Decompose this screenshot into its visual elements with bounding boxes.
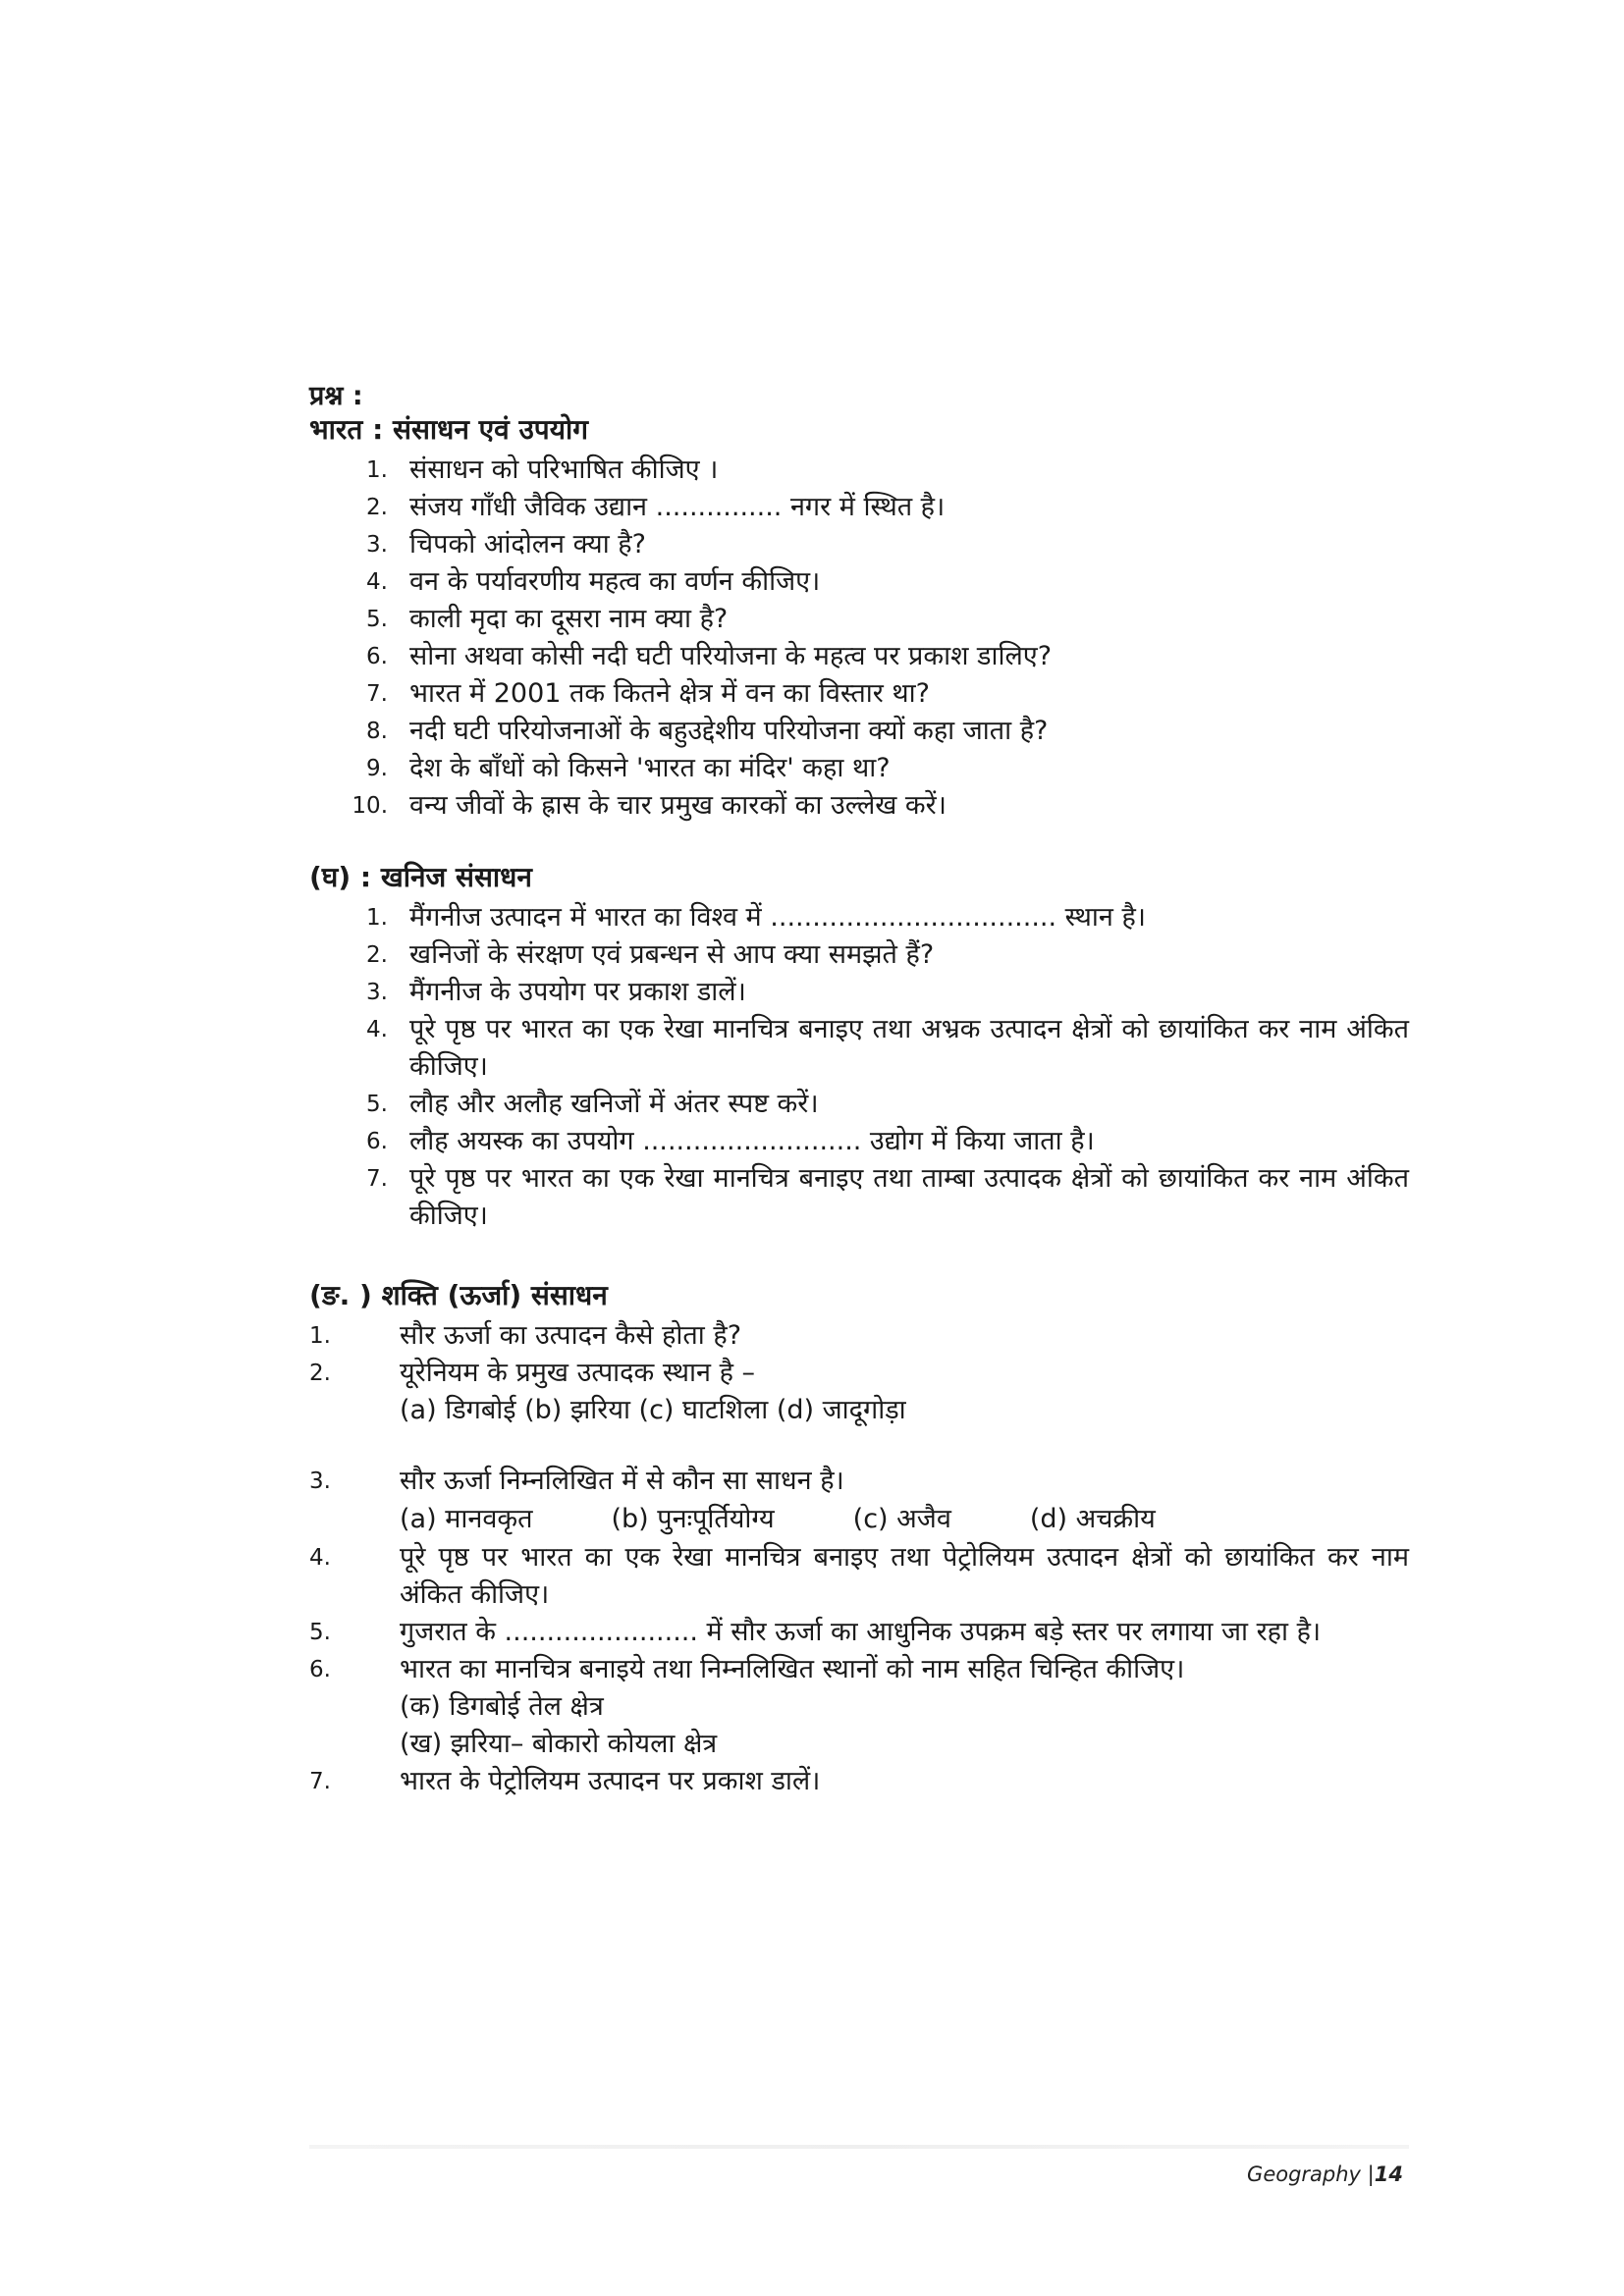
question-item bbox=[347, 899, 1409, 936]
question-item bbox=[347, 936, 1409, 974]
question-number: 3. bbox=[366, 532, 388, 558]
question-number: 7. bbox=[366, 1166, 388, 1192]
question-number: 8. bbox=[366, 719, 388, 744]
footer-separator: | bbox=[1361, 2163, 1375, 2186]
question-number: 6. bbox=[309, 1657, 331, 1682]
question-number: 5. bbox=[309, 1620, 331, 1645]
question-item bbox=[309, 1614, 1409, 1651]
question-options bbox=[400, 1500, 1409, 1539]
option-c: (c) अजैव bbox=[852, 1504, 951, 1534]
question-item bbox=[347, 563, 1409, 601]
question-text: भारत का मानचित्र बनाइये तथा निम्नलिखित स्थानों को नाम सहित चिन्हित कीजिए। bbox=[400, 1654, 1185, 1684]
question-text: वन के पर्यावरणीय महत्व का वर्णन कीजिए। bbox=[409, 566, 821, 597]
question-text: मैंगनीज उत्पादन में भारत का विश्व में .................................. स्थान है। bbox=[409, 902, 1147, 933]
footer-divider bbox=[309, 2145, 1409, 2149]
question-text: काली मृदा का दूसरा नाम क्या है? bbox=[409, 604, 729, 634]
question-number: 3. bbox=[309, 1468, 331, 1494]
question-item bbox=[309, 1355, 1409, 1392]
question-number: 2. bbox=[366, 495, 388, 520]
question-number: 7. bbox=[309, 1769, 331, 1794]
section-resources bbox=[309, 412, 1409, 825]
question-number: 2. bbox=[366, 942, 388, 968]
question-text: लौह और अलौह खनिजों में अंतर स्पष्ट करें। bbox=[409, 1089, 819, 1119]
question-text: सोना अथवा कोसी नदी घटी परियोजना के महत्व पर प्रकाश डालिए? bbox=[409, 641, 1053, 671]
question-item bbox=[347, 452, 1409, 489]
question-text: चिपको आंदोलन क्या है? bbox=[409, 529, 646, 560]
sub-item: (क) डिगबोई तेल क्षेत्र bbox=[400, 1691, 604, 1722]
question-text: गुजरात के ....................... में सौर ऊर्जा का आधुनिक उपक्रम बड़े स्तर पर लगाया जा रहा है। bbox=[400, 1617, 1322, 1647]
question-number: 5. bbox=[366, 1092, 388, 1117]
question-number: 3. bbox=[366, 980, 388, 1005]
question-options: (a) डिगबोई (b) झरिया (c) घाटशिला (d) जादूगोड़ा bbox=[400, 1395, 906, 1425]
question-item bbox=[347, 1123, 1409, 1160]
question-number: 6. bbox=[366, 644, 388, 669]
page-number: 14 bbox=[1374, 2163, 1403, 2186]
question-number: 2. bbox=[309, 1361, 331, 1386]
question-item bbox=[309, 1763, 1409, 1800]
section-heading: भारत : संसाधन एवं उपयोग bbox=[309, 413, 588, 446]
question-number: 7. bbox=[366, 681, 388, 707]
question-text: वन्य जीवों के ह्रास के चार प्रमुख कारकों का उल्लेख करें। bbox=[409, 790, 947, 821]
option-b: (b) पुनःपूर्तियोग्य bbox=[611, 1504, 775, 1534]
section-heading: (ङ. ) शक्ति (ऊर्जा) संसाधन bbox=[309, 1279, 608, 1311]
page-content bbox=[309, 381, 1409, 1800]
question-text: पूरे पृष्ठ पर भारत का एक रेखा मानचित्र बनाइए तथा पेट्रोलियम उत्पादन क्षेत्रों को छायांकित कर नाम अंकित कीजिए। bbox=[400, 1542, 1409, 1610]
question-text: भारत में 2001 तक कितने क्षेत्र में वन का विस्तार था? bbox=[409, 678, 930, 709]
question-number: 5. bbox=[366, 607, 388, 632]
question-item bbox=[347, 526, 1409, 563]
question-item bbox=[347, 750, 1409, 787]
question-text: सौर ऊर्जा का उत्पादन कैसे होता है? bbox=[400, 1320, 742, 1351]
question-item bbox=[347, 1011, 1409, 1086]
footer-subject: Geography bbox=[1247, 2163, 1361, 2186]
question-text: यूरेनियम के प्रमुख उत्पादक स्थान है – bbox=[400, 1358, 756, 1388]
question-item bbox=[347, 1086, 1409, 1123]
question-item bbox=[309, 1651, 1409, 1688]
question-number: 4. bbox=[309, 1545, 331, 1571]
question-number: 6. bbox=[366, 1129, 388, 1154]
question-text: देश के बाँधों को किसने 'भारत का मंदिर' कहा था? bbox=[409, 753, 891, 783]
question-item bbox=[347, 787, 1409, 825]
section-heading: (घ) : खनिज संसाधन bbox=[309, 861, 532, 893]
sub-item: (ख) झरिया– बोकारो कोयला क्षेत्र bbox=[400, 1729, 718, 1759]
question-text: मैंगनीज के उपयोग पर प्रकाश डालें। bbox=[409, 977, 746, 1007]
question-text: पूरे पृष्ठ पर भारत का एक रेखा मानचित्र बनाइए तथा अभ्रक उत्पादन क्षेत्रों को छायांकित कर नाम अंकित कीजिए। bbox=[409, 1014, 1409, 1082]
page-footer bbox=[1247, 2163, 1403, 2186]
section-energy bbox=[309, 1278, 1409, 1800]
question-item bbox=[347, 675, 1409, 713]
question-item bbox=[309, 1463, 1409, 1500]
question-text: खनिजों के संरक्षण एवं प्रबन्धन से आप क्या समझते हैं? bbox=[409, 939, 935, 970]
question-item bbox=[347, 974, 1409, 1011]
question-number: 9. bbox=[366, 756, 388, 781]
question-item bbox=[347, 638, 1409, 675]
question-item bbox=[347, 489, 1409, 526]
section-minerals bbox=[309, 860, 1409, 1235]
question-item bbox=[347, 1160, 1409, 1235]
question-number: 4. bbox=[366, 1017, 388, 1042]
question-number: 4. bbox=[366, 569, 388, 595]
question-text: नदी घटी परियोजनाओं के बहुउद्देशीय परियोजना क्यों कहा जाता है? bbox=[409, 716, 1049, 746]
questions-label: प्रश्न : bbox=[309, 381, 363, 411]
option-a: (a) मानवकृत bbox=[400, 1504, 533, 1534]
question-text: भारत के पेट्रोलियम उत्पादन पर प्रकाश डालें। bbox=[400, 1766, 821, 1796]
question-item bbox=[347, 713, 1409, 750]
question-text: लौह अयस्क का उपयोग .......................... उद्योग में किया जाता है। bbox=[409, 1126, 1095, 1156]
question-text: सौर ऊर्जा निम्नलिखित में से कौन सा साधन है। bbox=[400, 1466, 844, 1496]
option-d: (d) अचक्रीय bbox=[1029, 1504, 1156, 1534]
question-text: संसाधन को परिभाषित कीजिए । bbox=[409, 454, 719, 485]
question-item bbox=[309, 1539, 1409, 1614]
question-text: पूरे पृष्ठ पर भारत का एक रेखा मानचित्र बनाइए तथा ताम्बा उत्पादक क्षेत्रों को छायांकित कर नाम अंकित कीजिए। bbox=[409, 1163, 1409, 1231]
question-text: संजय गाँधी जैविक उद्यान ............... नगर में स्थित है। bbox=[409, 492, 946, 522]
question-number: 1. bbox=[309, 1323, 331, 1349]
question-number: 1. bbox=[366, 905, 388, 931]
question-number: 10. bbox=[352, 793, 388, 819]
question-item bbox=[309, 1317, 1409, 1355]
question-item bbox=[347, 601, 1409, 638]
question-number: 1. bbox=[366, 457, 388, 483]
